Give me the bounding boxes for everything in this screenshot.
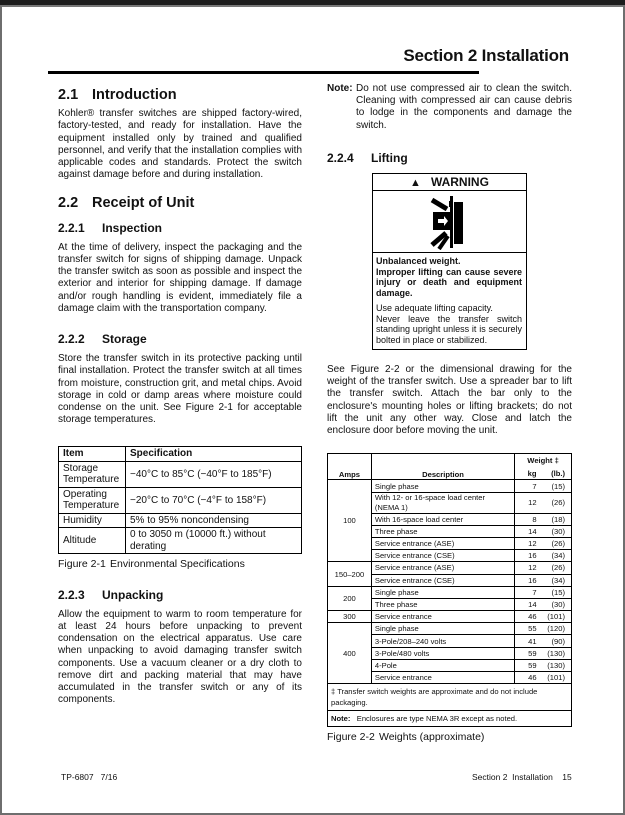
table-header-row: [59, 447, 302, 462]
warning-pictogram: [373, 191, 526, 253]
heading-lifting: 2.2.4 Lifting: [327, 150, 408, 165]
cell-kg: 46: [515, 672, 537, 684]
cell-amps: 300: [328, 611, 372, 623]
footer-doc-id: TP-6807 7/16: [61, 772, 118, 782]
figure-2-2-caption: Figure 2-2 Weights (approximate): [327, 731, 485, 744]
cell-lb: (101): [537, 611, 572, 623]
cell-spec: 5% to 95% noncondensing: [126, 513, 302, 528]
footer-section-page: Section 2 Installation 15: [472, 772, 572, 782]
cell-item: Altitude: [59, 528, 126, 554]
column-header: Item: [59, 447, 126, 462]
cell-lb: (90): [537, 635, 572, 647]
note-text: Do not use compressed air to clean the switch. Cleaning with compressed air can cause debris to lodge in the components and damage the switch.: [356, 83, 572, 131]
table-row: [59, 528, 302, 554]
cell-description: Single phase: [371, 623, 514, 635]
cell-description: Service entrance: [371, 672, 514, 684]
table-header-row: [328, 454, 572, 468]
cell-kg: 7: [515, 586, 537, 598]
note-compressed-air: [327, 83, 572, 132]
heading-inspection: 2.2.1 Inspection: [58, 220, 163, 235]
cell-kg: 12: [515, 492, 537, 513]
cell-kg: 14: [515, 525, 537, 537]
cell-description: With 16-space load center: [371, 513, 514, 525]
cell-amps: 150–200: [328, 562, 372, 586]
cell-kg: 16: [515, 574, 537, 586]
hazard-unbalanced-weight-icon: [429, 194, 469, 250]
table-footnote-row: [328, 684, 572, 711]
weights-table-body: [328, 480, 572, 684]
column-header: Specification: [126, 447, 302, 462]
table-row: [59, 487, 302, 513]
cell-lb: (30): [537, 525, 572, 537]
cell-item: Operating Temperature: [59, 487, 126, 513]
column-header-weight: Weight ‡: [515, 454, 572, 468]
cell-spec: −20°C to 70°C (−4°F to 158°F): [126, 487, 302, 513]
cell-kg: 12: [515, 537, 537, 549]
heading-storage: 2.2.2 Storage: [58, 332, 147, 347]
cell-kg: 8: [515, 513, 537, 525]
cell-lb: (30): [537, 598, 572, 610]
unpacking-paragraph: Allow the equipment to warm to room temperature for at least 24 hours before unpacking to prevent condensation on the electrical apparatus. Use care when unpacking to avoid damaging transfer switch components. Use a vacuum cleaner or a dry cloth to remove dirt and packing material that may have accumulated in the transfer switch or any of its components.: [58, 608, 302, 706]
note-label: Note:: [327, 83, 353, 94]
cell-lb: (18): [537, 513, 572, 525]
heading-introduction: 2.1 Introduction: [58, 87, 177, 103]
storage-paragraph: Store the transfer switch in its protective packing until final installation. Protect the transfer switch at all times from moisture, construction grit, and metal chips. Avoid storage in cold or damp areas where moisture could condense on the unit. See Figure 2-1 for acceptable storage temperatures.: [58, 353, 302, 426]
cell-description: Three phase: [371, 598, 514, 610]
cell-kg: 16: [515, 550, 537, 562]
column-header-description: Description: [371, 454, 514, 480]
cell-item: Humidity: [59, 513, 126, 528]
warning-body: [373, 253, 526, 349]
warning-box: [372, 173, 527, 350]
column-header-lb: (lb.): [537, 468, 572, 480]
table-row: [328, 623, 572, 635]
cell-description: 3-Pole/480 volts: [371, 647, 514, 659]
intro-paragraph: Kohler® transfer switches are shipped factory-wired, factory-tested, and ready for installation. Have the equipment installed only by trained and qualified personnel, and verify that the installation complies with applicable codes and standards. Protect the switch against damage before and during installation.: [58, 108, 302, 181]
cell-description: 3-Pole/208–240 volts: [371, 635, 514, 647]
cell-amps: 400: [328, 623, 372, 684]
weights-table: [327, 453, 572, 727]
cell-kg: 59: [515, 647, 537, 659]
table-row: [328, 611, 572, 623]
column-header-amps: Amps: [328, 454, 372, 480]
cell-description: 4-Pole: [371, 659, 514, 671]
cell-lb: (130): [537, 647, 572, 659]
cell-spec: 0 to 3050 m (10000 ft.) without derating: [126, 528, 302, 554]
warning-instruction: Use adequate lifting capacity.: [376, 303, 493, 314]
cell-kg: 46: [515, 611, 537, 623]
cell-description: Single phase: [371, 586, 514, 598]
cell-lb: (15): [537, 586, 572, 598]
cell-amps: 200: [328, 586, 372, 610]
environmental-spec-table: [58, 446, 302, 554]
cell-lb: (101): [537, 672, 572, 684]
warning-header: ▲ WARNING: [373, 174, 526, 191]
warning-headline: Unbalanced weight. Improper lifting can cause severe injury or death and equipment damage.: [376, 256, 522, 298]
header-rule: [48, 71, 479, 74]
cell-description: Service entrance (CSE): [371, 574, 514, 586]
table-row: [328, 586, 572, 598]
cell-description: With 12- or 16-space load center (NEMA 1): [371, 492, 514, 513]
cell-item: Storage Temperature: [59, 461, 126, 487]
cell-amps: 100: [328, 480, 372, 562]
column-header-kg: kg: [515, 468, 537, 480]
cell-description: Three phase: [371, 525, 514, 537]
cell-description: Service entrance (ASE): [371, 537, 514, 549]
inspection-paragraph: At the time of delivery, inspect the packaging and the transfer switch for signs of shipping damage. Unpack the transfer switch as soon as possible and inspect the exterior and interior for shipping damage. If damage and/or rough handling is evident, immediately file a damage claim with the transportation company.: [58, 241, 302, 314]
weights-note: Note: Enclosures are type NEMA 3R except as noted.: [328, 711, 572, 727]
cell-lb: (34): [537, 574, 572, 586]
lifting-paragraph: See Figure 2-2 or the dimensional drawing for the weight of the transfer switch. Use a spreader bar to lift the transfer switch. Attach the bar only to the enclosure's mounting holes or lifting brackets; do not lift the unit any other way. Close and latch the enclosure door before moving the unit.: [327, 364, 572, 437]
cell-kg: 59: [515, 659, 537, 671]
cell-lb: (26): [537, 492, 572, 513]
cell-description: Service entrance (CSE): [371, 550, 514, 562]
cell-lb: (15): [537, 480, 572, 492]
warning-instruction: Never leave the transfer switch standing upright unless it is securely bolted in place or stabilized.: [376, 313, 522, 345]
cell-description: Service entrance (ASE): [371, 562, 514, 574]
cell-lb: (34): [537, 550, 572, 562]
cell-kg: 12: [515, 562, 537, 574]
left-column: [58, 83, 302, 725]
table-row: [328, 562, 572, 574]
right-column: [327, 83, 572, 761]
warning-triangle-icon: ▲: [410, 177, 421, 190]
page-header-title: Section 2 Installation: [403, 46, 569, 65]
cell-description: Single phase: [371, 480, 514, 492]
table-row: [328, 480, 572, 492]
figure-2-1-caption: Figure 2-1 Environmental Specifications: [58, 558, 245, 571]
table-row: [59, 513, 302, 528]
document-page: [0, 5, 625, 815]
cell-kg: 41: [515, 635, 537, 647]
heading-unpacking: 2.2.3 Unpacking: [58, 587, 164, 602]
cell-lb: (120): [537, 623, 572, 635]
cell-lb: (26): [537, 562, 572, 574]
table-note-row: [328, 711, 572, 727]
cell-kg: 14: [515, 598, 537, 610]
heading-receipt-of-unit: 2.2 Receipt of Unit: [58, 195, 195, 212]
cell-lb: (130): [537, 659, 572, 671]
cell-lb: (26): [537, 537, 572, 549]
table-row: [59, 461, 302, 487]
cell-description: Service entrance: [371, 611, 514, 623]
cell-kg: 7: [515, 480, 537, 492]
cell-kg: 55: [515, 623, 537, 635]
cell-spec: −40°C to 85°C (−40°F to 185°F): [126, 461, 302, 487]
weights-footnote: ‡ Transfer switch weights are approximate and do not include packaging.: [328, 684, 572, 711]
